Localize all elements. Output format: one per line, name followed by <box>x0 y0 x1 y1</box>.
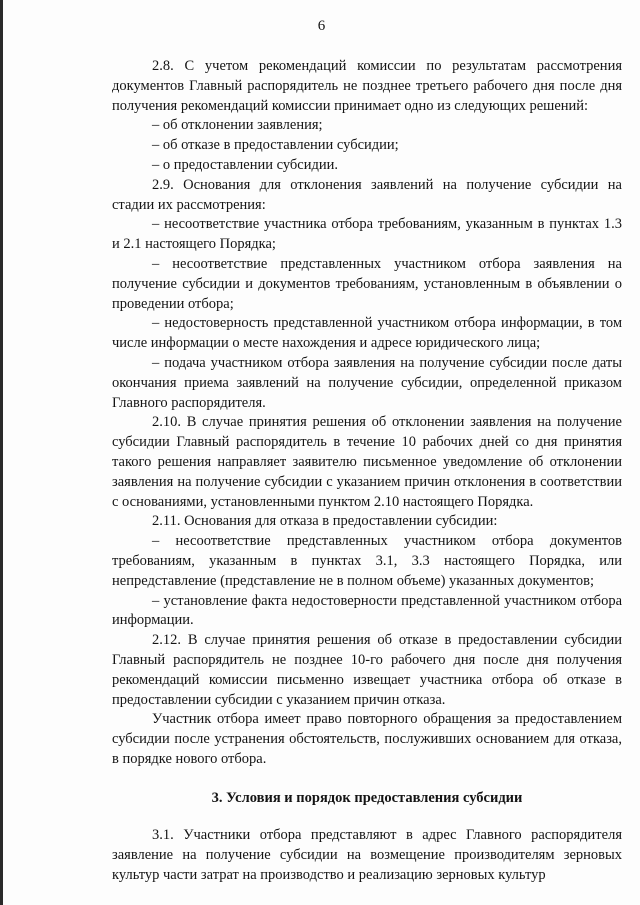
option-reject: – об отклонении заявления; <box>152 117 323 134</box>
option-refuse: – об отказе в предоставлении субсидии; <box>152 137 399 154</box>
page-number: 6 <box>317 18 326 34</box>
paragraph-2-11: 2.11. Основания для отказа в предоставлении субсидии: <box>152 513 498 530</box>
section-3-heading: 3. Условия и порядок предоставления субсидии <box>211 789 523 806</box>
paragraph-2-8: 2.8. С учетом рекомендаций комиссии по результатам рассмотрения документов Главный распорядитель не позднее третьего рабочего дня после дня получения рекомендаций комиссии принимает одно из следующих решений: <box>112 58 622 114</box>
document-body <box>112 57 622 886</box>
paragraph-2-12: 2.12. В случае принятия решения об отказе в предоставлении субсидии Главный распорядитель не позднее 10-го рабочего дня после дня получения рекомендаций комиссии письменно извещает участника отбора об отказе в предоставлении субсидии с указанием причин отказа. <box>112 632 622 708</box>
paragraph-2-9: 2.9. Основания для отклонения заявлений на получение субсидии на стадии их рассмотрения: <box>112 176 622 213</box>
paragraph-2-10: 2.10. В случае принятия решения об отклонении заявления на получение субсидии Главный распорядитель в течение 10 рабочих дней со дня принятия такого решения направляет заявителю письменное уведомление об отклонении заявления на получение субсидии с указанием причин отклонения в соответствии с основаниями, установленными пунктом 2.10 настоящего Порядка. <box>112 414 622 510</box>
paragraph-2-12-tail: Участник отбора имеет право повторного обращения за предоставлением субсидии после устранения обстоятельств, послуживших основанием для отказа, в порядке нового отбора. <box>112 711 622 767</box>
list-item: – несоответствие участника отбора требованиям, указанным в пунктах 1.3 и 2.1 настоящего Порядка; <box>112 216 622 253</box>
paragraph-3-1: 3.1. Участники отбора представляют в адрес Главного распорядителя заявление на получение субсидии на возмещение производителям зерновых культур части затрат на производство и реализацию зерновых культур <box>112 827 622 884</box>
list-item: – несоответствие представленных участником отбора документов требованиям, указанным в пунктах 3.1, 3.3 настоящего Порядка, или непредставление (представление не в полном объеме) указанных документов; <box>112 533 622 589</box>
list-item: – недостоверность представленной участником отбора информации, в том числе информации о месте нахождения и адресе юридического лица; <box>112 315 622 352</box>
list-item: – подача участником отбора заявления на получение субсидии после даты окончания приема заявлений на получение субсидии, определенной приказом Главного распорядителя. <box>112 354 622 411</box>
option-grant: – о предоставлении субсидии. <box>152 156 339 173</box>
list-item: – несоответствие представленных участником отбора заявления на получение субсидии и документов требованиям, установленным в объявлении о проведении отбора; <box>112 255 622 312</box>
list-item: – установление факта недостоверности представленной участником отбора информации. <box>112 592 622 629</box>
